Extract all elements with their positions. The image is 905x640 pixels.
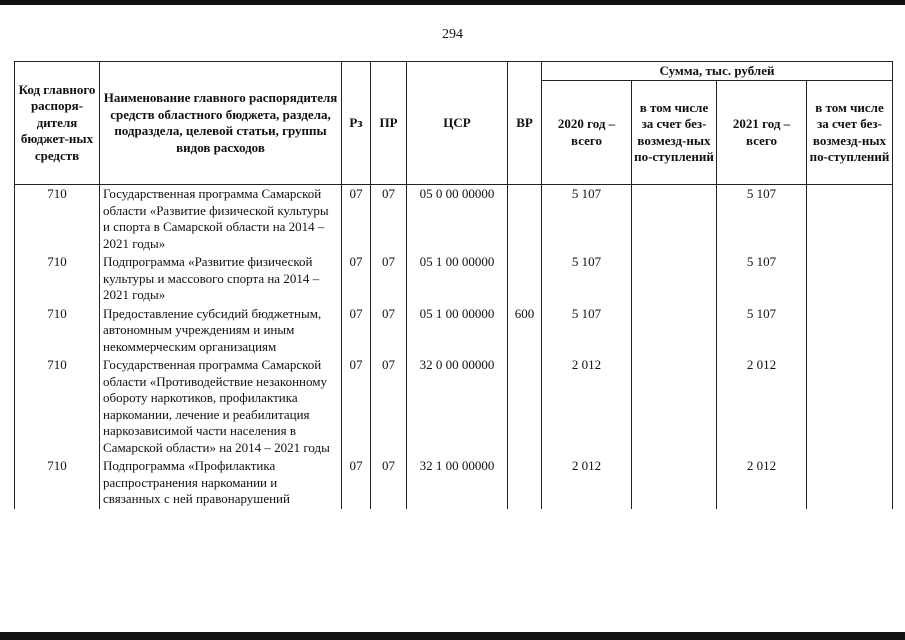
cell-rz: 07 [342,253,371,305]
cell-csr: 05 0 00 00000 [407,185,508,254]
cell-code: 710 [15,356,100,457]
cell-2021-total: 5 107 [717,253,807,305]
col-code-header: Код главного распоря-дителя бюджет-ных средств [15,62,100,185]
cell-2020-free [632,185,717,254]
scan-bottom-border [0,632,905,640]
cell-vr [508,356,542,457]
budget-table [14,61,893,509]
cell-2020-free [632,253,717,305]
cell-vr [508,253,542,305]
cell-vr: 600 [508,305,542,357]
page-number: 294 [442,27,463,42]
cell-name: Государственная программа Самарской области «Развитие физической культуры и спорта в Самарской области на 2014 – 2021 годы» [100,185,342,254]
cell-2020-total: 5 107 [542,305,632,357]
cell-2021-free [807,457,893,509]
col-pr-header: ПР [371,62,407,185]
cell-csr: 32 0 00 00000 [407,356,508,457]
col-vr-header: ВР [508,62,542,185]
cell-2021-total: 5 107 [717,305,807,357]
col-name-header: Наименование главного распорядителя средств областного бюджета, раздела, подраздела, целевой статьи, группы видов расходов [100,62,342,185]
cell-2020-free [632,305,717,357]
cell-pr: 07 [371,305,407,357]
table-row [15,457,893,509]
cell-code: 710 [15,305,100,357]
cell-pr: 07 [371,356,407,457]
cell-2021-total: 5 107 [717,185,807,254]
cell-pr: 07 [371,185,407,254]
cell-vr [508,457,542,509]
table-row [15,305,893,357]
cell-csr: 05 1 00 00000 [407,305,508,357]
col-rz-header: Рз [342,62,371,185]
cell-rz: 07 [342,305,371,357]
cell-name: Подпрограмма «Профилактика распространения наркомании и связанных с ней правонарушений [100,457,342,509]
col-2020-free-header: в том числе за счет без-возмезд-ных по-ступлений [632,81,717,185]
cell-2021-free [807,253,893,305]
cell-2021-free [807,305,893,357]
cell-csr: 05 1 00 00000 [407,253,508,305]
col-2021-free-header: в том числе за счет без-возмезд-ных по-ступлений [807,81,893,185]
col-2021-total-header: 2021 год – всего [717,81,807,185]
cell-2020-total: 2 012 [542,457,632,509]
cell-code: 710 [15,253,100,305]
cell-2021-free [807,185,893,254]
table-row [15,356,893,457]
cell-name: Подпрограмма «Развитие физической культуры и массового спорта на 2014 – 2021 годы» [100,253,342,305]
cell-2021-total: 2 012 [717,457,807,509]
cell-rz: 07 [342,356,371,457]
cell-name: Предоставление субсидий бюджетным, автономным учреждениям и иным некоммерческим организациям [100,305,342,357]
cell-code: 710 [15,185,100,254]
cell-rz: 07 [342,457,371,509]
col-sum-group-header: Сумма, тыс. рублей [542,62,893,81]
cell-name: Государственная программа Самарской области «Противодействие незаконному обороту наркотиков, профилактика наркомании, лечение и реабилитация наркозависимой части населения в Самарской области» на 2014 – 2021 годы [100,356,342,457]
cell-2020-total: 2 012 [542,356,632,457]
cell-pr: 07 [371,457,407,509]
table-row [15,185,893,254]
cell-2020-free [632,457,717,509]
cell-csr: 32 1 00 00000 [407,457,508,509]
cell-2020-total: 5 107 [542,253,632,305]
cell-vr [508,185,542,254]
cell-2020-total: 5 107 [542,185,632,254]
cell-2020-free [632,356,717,457]
cell-2021-total: 2 012 [717,356,807,457]
table-row [15,253,893,305]
table-body [15,185,893,509]
cell-code: 710 [15,457,100,509]
cell-rz: 07 [342,185,371,254]
header-row-1 [15,62,893,81]
cell-2021-free [807,356,893,457]
col-2020-total-header: 2020 год – всего [542,81,632,185]
scan-top-border [0,0,905,5]
col-csr-header: ЦСР [407,62,508,185]
cell-pr: 07 [371,253,407,305]
